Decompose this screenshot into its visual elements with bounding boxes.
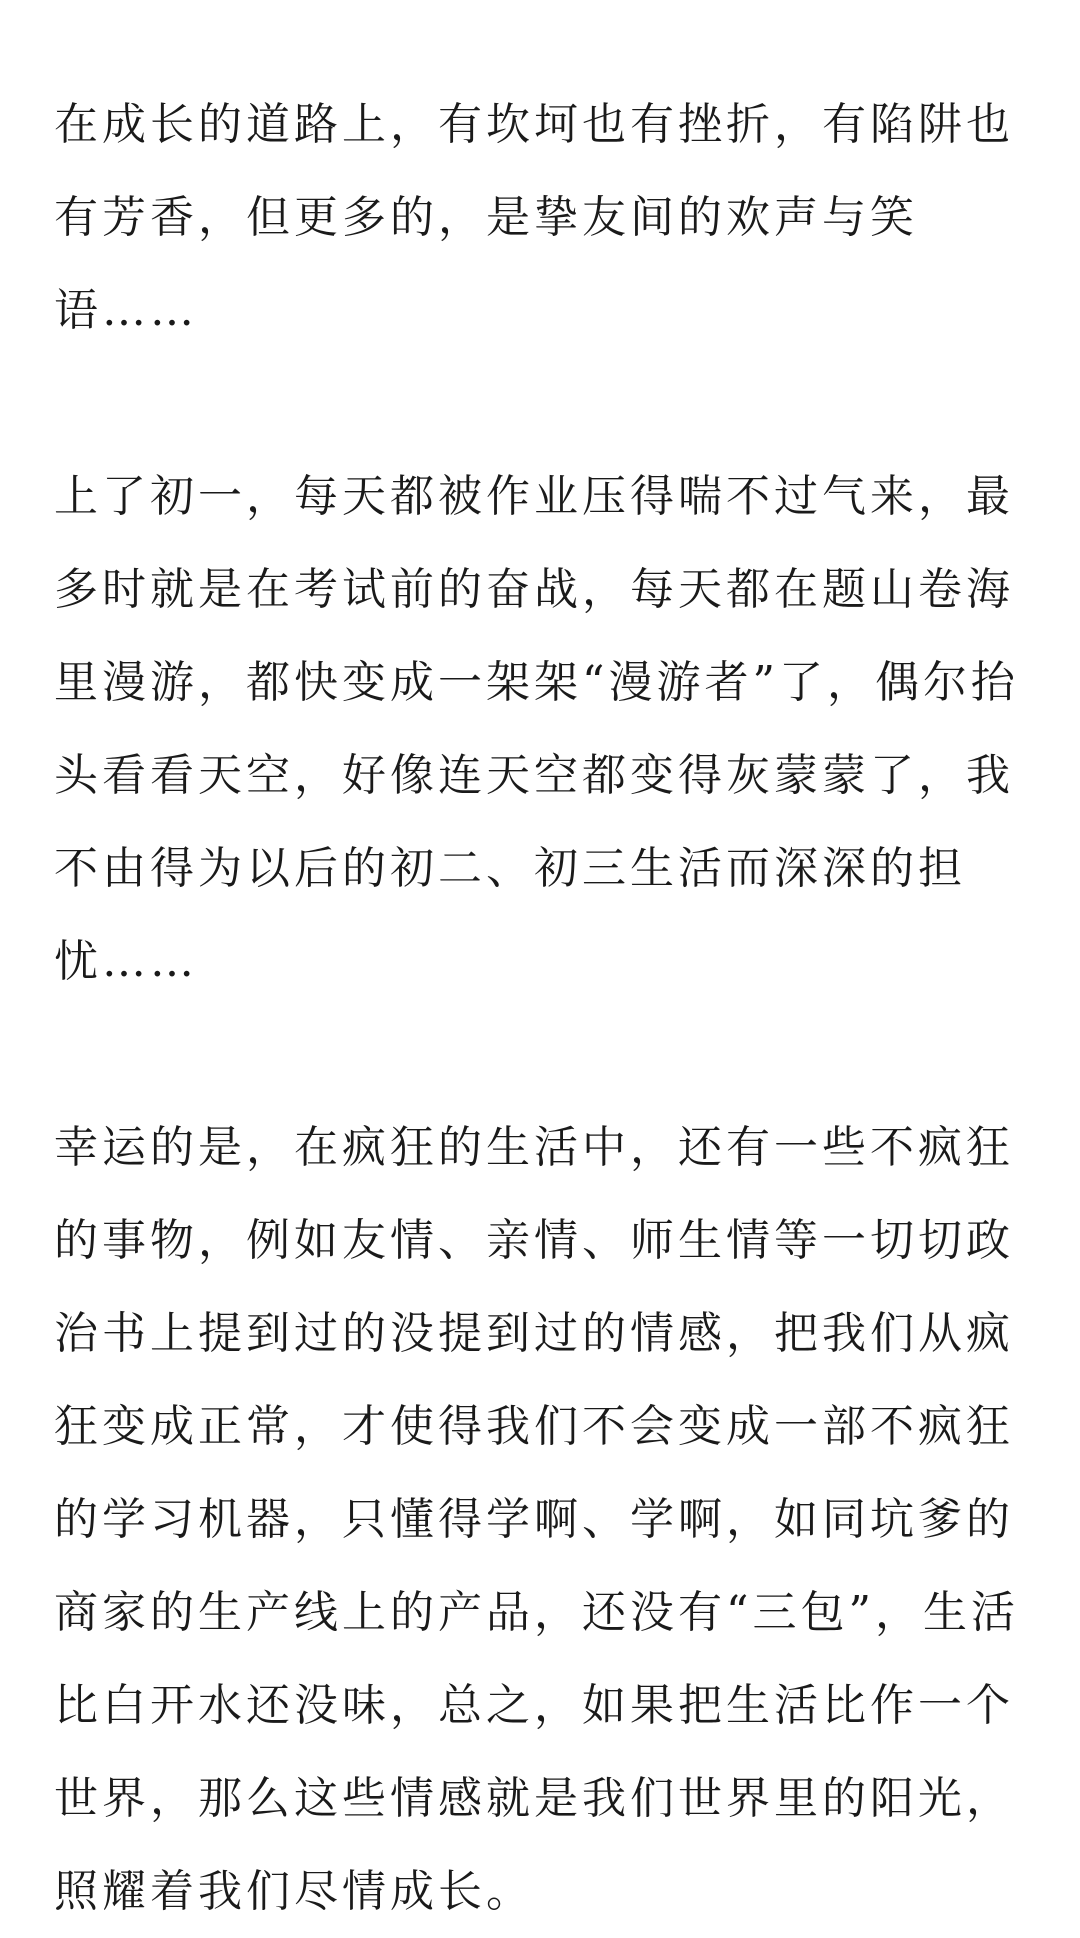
essay-body: [54, 78, 1026, 1938]
paragraph-3: 幸运的是，在疯狂的生活中，还有一些不疯狂的事物，例如友情、亲情、师生情等一切切政治书上提到过的没提到过的情感，把我们从疯狂变成正常，才使得我们不会变成一部不疯狂的学习机器，只懂得学啊、学啊，如同坑爹的商家的生产线上的产品，还没有“三包”，生活比白开水还没味，总之，如果把生活比作一个世界，那么这些情感就是我们世界里的阳光，照耀着我们尽情成长。: [54, 1122, 1019, 1917]
paragraph-2: 上了初一，每天都被作业压得喘不过气来，最多时就是在考试前的奋战，每天都在题山卷海里漫游，都快变成一架架“漫游者”了，偶尔抬头看看天空，好像连天空都变得灰蒙蒙了，我不由得为以后的初二、初三生活而深深的担忧……: [54, 471, 1019, 987]
paragraph-1: 在成长的道路上，有坎坷也有挫折，有陷阱也有芳香，但更多的，是挚友间的欢声与笑语……: [54, 99, 1014, 336]
